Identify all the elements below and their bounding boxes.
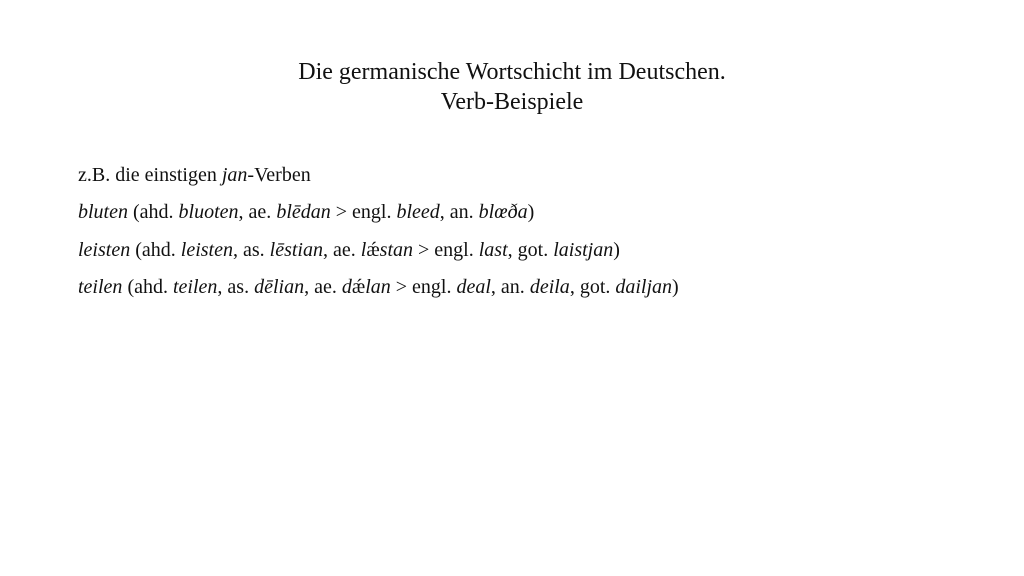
text-run: ) [613,238,620,261]
example-line [78,232,679,269]
text-run: , as. [232,238,270,261]
italic-word: l [360,238,367,261]
text-run: (ahd. [130,238,181,261]
intro-line [78,157,679,194]
text-run: ǽ [366,238,380,261]
italic-word: dēlian [254,275,305,298]
italic-word: blēdan [276,201,331,224]
italic-word: lēstian [269,238,323,261]
slide-body [78,157,679,306]
text-run: > engl. [413,238,479,261]
italic-word: last [478,238,508,261]
italic-word: laistjan [553,238,614,261]
title-line-2: Verb-Beispiele [440,89,584,115]
text-run: z.B. die einstigen [78,164,222,186]
italic-word: teilen [172,275,218,298]
text-run: ) [672,275,679,298]
italic-word: deal [456,275,491,298]
italic-word: stan [379,238,414,261]
example-line [78,269,679,306]
text-run: (ahd. [128,201,179,224]
italic-word: d [341,275,352,298]
text-run: , ae. [304,275,342,298]
italic-word: jan [221,164,248,186]
italic-word: dailjan [615,275,673,298]
text-run: ) [527,201,535,224]
text-run: -Verben [247,164,311,186]
slide-title [0,57,1024,117]
text-run: > engl. [390,275,457,298]
text-run: , ae. [238,201,277,224]
italic-word: bluten [78,201,128,224]
text-run: , ae. [323,238,361,261]
text-run: > engl. [330,201,397,224]
text-run: , got. [507,238,554,261]
example-line [78,194,679,231]
italic-word: leisten [78,238,131,261]
title-line-1: Die germanische Wortschicht im Deutschen. [298,59,726,85]
italic-word: bluoten [178,201,239,224]
text-run: , an. [490,275,530,298]
italic-word: deila [529,275,570,298]
text-run: , got. [569,275,616,298]
italic-word: bleed [396,201,440,224]
text-run: , an. [439,201,479,224]
italic-word: leisten [180,238,233,261]
italic-word: blœða [478,201,528,224]
italic-word: teilen [78,275,123,298]
text-run: , as. [217,275,255,298]
text-run: ǽ [351,275,366,298]
text-run: (ahd. [122,275,173,298]
italic-word: lan [365,275,391,298]
